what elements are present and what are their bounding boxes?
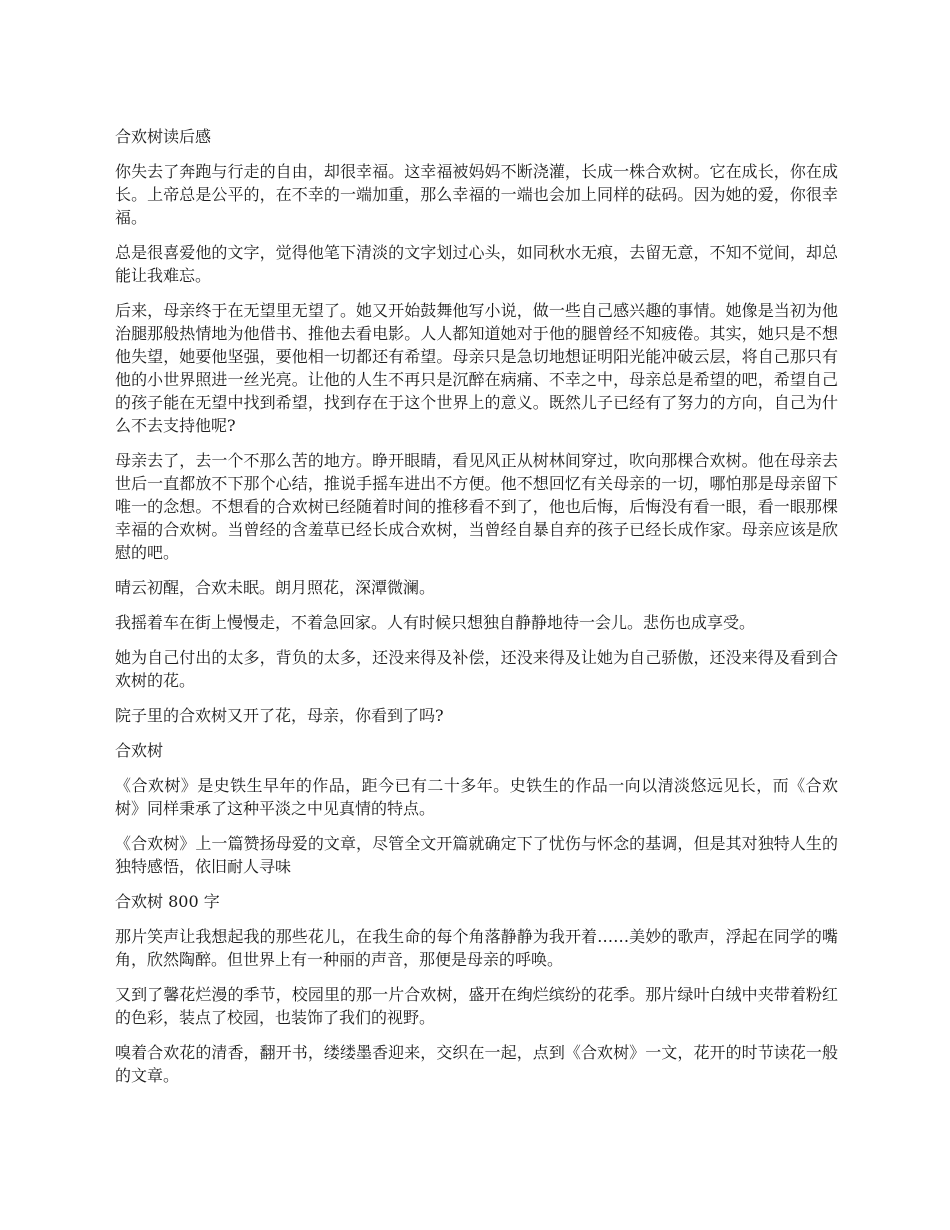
paragraph: 《合欢树》上一篇赞扬母爱的文章，尽管全文开篇就确定下了忧伤与怀念的基调，但是其对独特人生的独特感悟，依旧耐人寻味 (115, 834, 838, 876)
paragraph: 后来，母亲终于在无望里无望了。她又开始鼓舞他写小说，做一些自己感兴趣的事情。她像是当初为他治腿那般热情地为他借书、推他去看电影。人人都知道她对于他的腿曾经不知疲倦。其实，她只是不想他失望，她要他坚强，要他相一切都还有希望。母亲只是急切地想证明阳光能冲破云层，将自己那只有他的小世界照进一丝光亮。让他的人生不再只是沉醉在病痛、不幸之中，母亲总是希望的吧，希望自己的孩子能在无望中找到希望，找到存在于这个世界上的意义。既然儿子已经有了努力的方向，自己为什么不去支持他呢? (115, 301, 838, 435)
paragraph: 母亲去了，去一个不那么苦的地方。睁开眼睛，看见风正从树林间穿过，吹向那棵合欢树。他在母亲去世后一直都放不下那个心结，推说手摇车进出不方便。他不想回忆有关母亲的一切，哪怕那是母亲留下唯一的念想。不想看的合欢树已经随着时间的推移看不到了，他也后悔，后悔没有看一眼，看一眼那棵幸福的合欢树。当曾经的含羞草已经长成合欢树，当曾经自暴自弃的孩子已经长成作家。母亲应该是欣慰的吧。 (115, 451, 838, 562)
doc-title: 合欢树读后感 (115, 127, 212, 146)
paragraph: 总是很喜爱他的文字，觉得他笔下清淡的文字划过心头，如同秋水无痕，去留无意，不知不觉间，却总能让我难忘。 (115, 243, 838, 285)
paragraph: 那片笑声让我想起我的那些花儿，在我生命的每个角落静静为我开着……美妙的歌声，浮起在同学的嘴角，欣然陶醉。但世界上有一种丽的声音，那便是母亲的呼唤。 (115, 927, 838, 969)
paragraph: 嗅着合欢花的清香，翻开书，缕缕墨香迎来，交织在一起，点到《合欢树》一文，花开的时节读花一般的文章。 (115, 1043, 838, 1085)
paragraph: 你失去了奔跑与行走的自由，却很幸福。这幸福被妈妈不断浇灌，长成一株合欢树。它在成长，你在成长。上帝总是公平的，在不幸的一端加重，那么幸福的一端也会加上同样的砝码。因为她的爱，你很幸福。 (115, 162, 838, 227)
paragraph: 她为自己付出的太多，背负的太多，还没来得及补偿，还没来得及让她为自己骄傲，还没来得及看到合欢树的花。 (115, 648, 838, 690)
section-heading: 合欢树 800 字 (115, 892, 220, 911)
section-heading: 合欢树 (115, 741, 164, 760)
paragraph: 《合欢树》是史铁生早年的作品，距今已有二十多年。史铁生的作品一向以清淡悠远见长，而《合欢树》同样秉承了这种平淡之中见真情的特点。 (115, 776, 838, 818)
paragraph: 又到了馨花烂漫的季节，校园里的那一片合欢树，盛开在绚烂缤纷的花季。那片绿叶白绒中夹带着粉红的色彩，装点了校园，也装饰了我们的视野。 (115, 985, 838, 1027)
paragraph: 晴云初醒，合欢未眠。朗月照花，深潭微澜。 (115, 578, 436, 597)
paragraph: 院子里的合欢树又开了花，母亲，你看到了吗? (115, 706, 444, 725)
paragraph: 我摇着车在街上慢慢走，不着急回家。人有时候只想独自静静地待一会儿。悲伤也成享受。 (115, 613, 756, 632)
